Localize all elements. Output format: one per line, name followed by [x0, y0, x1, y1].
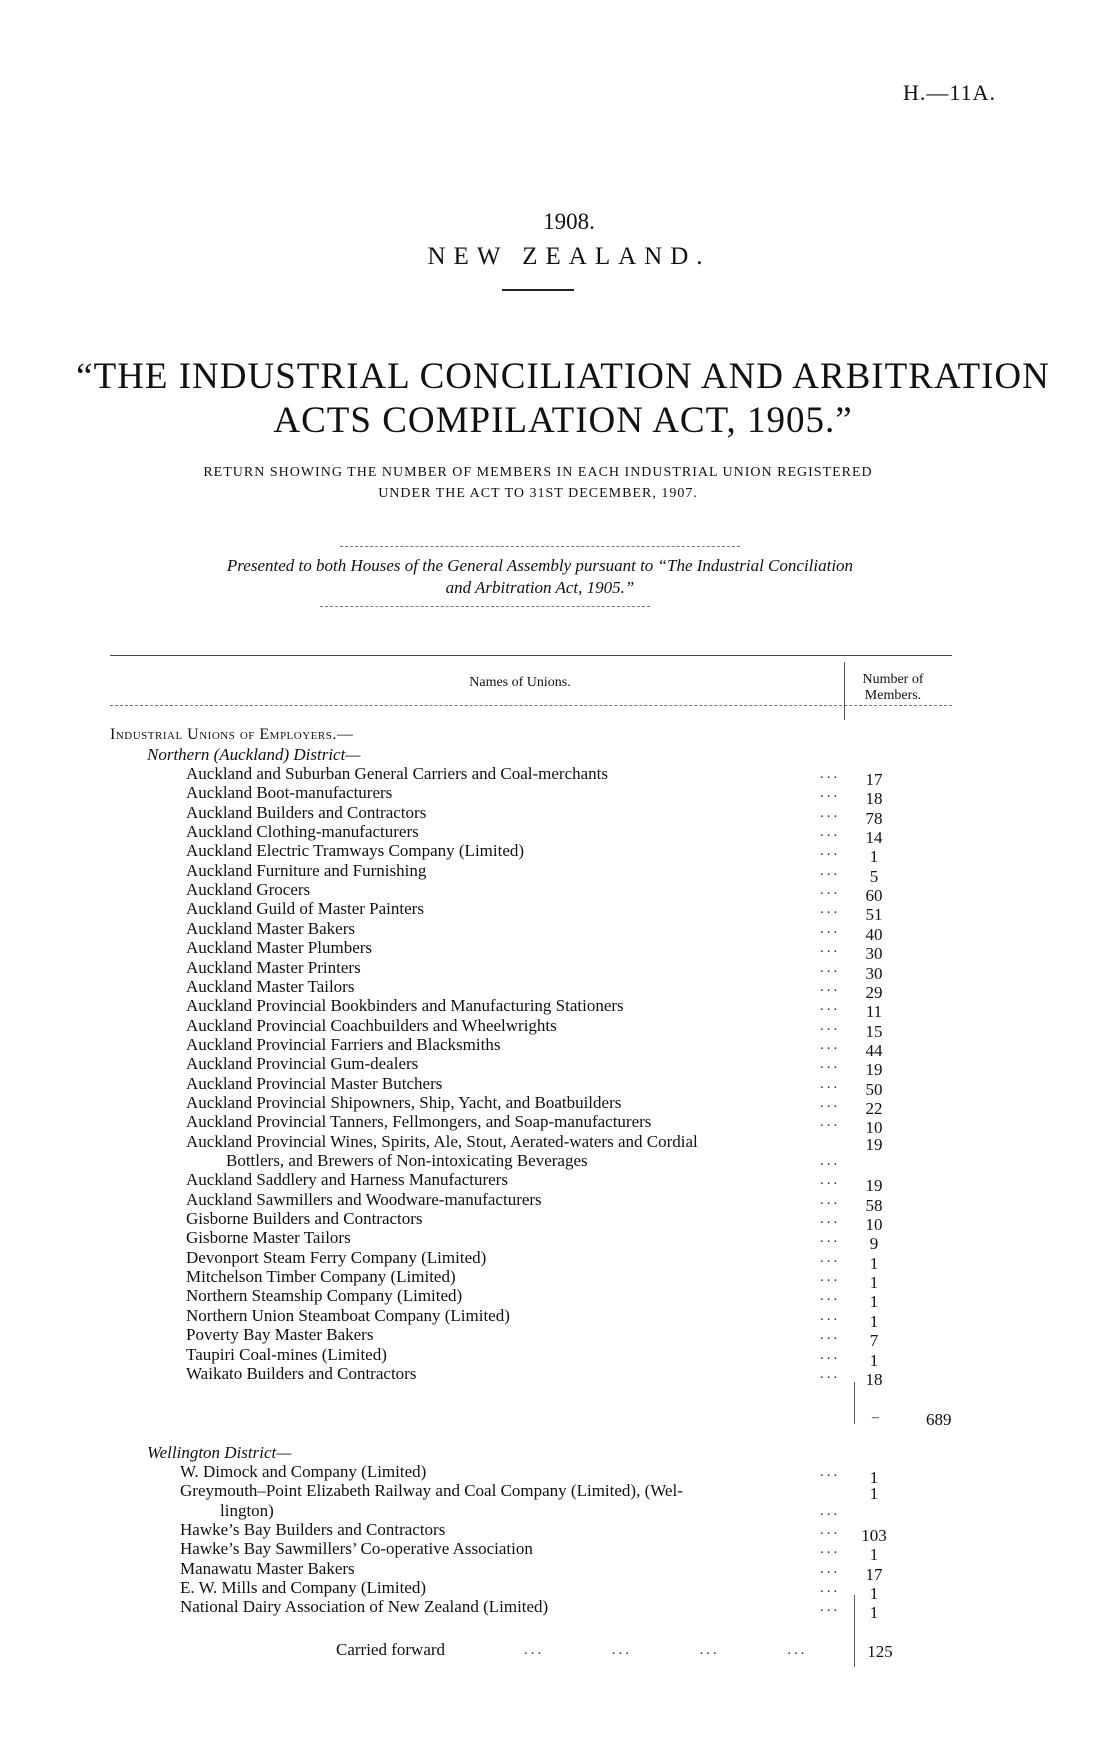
union-name: Devonport Steam Ferry Company (Limited)	[186, 1247, 487, 1267]
table-row	[0, 1170, 1114, 1196]
union-name: Manawatu Master Bakers	[180, 1558, 355, 1578]
presented-note	[110, 555, 970, 599]
union-name: Taupiri Coal-mines (Limited)	[186, 1344, 387, 1364]
union-name: Northern Steamship Company (Limited)	[186, 1286, 463, 1306]
district-heading-northern: Northern (Auckland) District—	[147, 745, 361, 764]
member-count: 1	[869, 1311, 879, 1331]
union-name: Auckland Provincial Shipowners, Ship, Yacht, and Boatbuilders	[186, 1092, 622, 1112]
table-row	[0, 1247, 1114, 1273]
table-top-rule	[110, 655, 952, 656]
subtitle-line2: UNDER THE ACT TO 31ST DECEMBER, 1907.	[378, 486, 698, 501]
member-count: 18	[865, 1369, 883, 1389]
leader-dots: ... ... ... ...	[524, 1642, 808, 1658]
leader-dots: ...	[820, 785, 841, 802]
leader-dots: ...	[820, 882, 841, 899]
table-row	[0, 1054, 1114, 1080]
leader-dots: ...	[820, 843, 841, 860]
member-count: 1	[869, 1603, 879, 1623]
leader-dots: ...	[820, 1502, 841, 1519]
column-divider	[844, 662, 845, 720]
leader-dots: ...	[820, 1464, 841, 1480]
leader-dots: ...	[820, 1307, 841, 1324]
member-count: 11	[865, 1002, 883, 1022]
carried-forward-value: 125	[867, 1642, 893, 1661]
union-name: Waikato Builders and Contractors	[186, 1363, 417, 1383]
union-name: National Dairy Association of New Zealand (Limited)	[180, 1597, 549, 1617]
divider	[320, 606, 650, 607]
table-row	[0, 1481, 1114, 1520]
column-header-members-line2: Members.	[864, 688, 922, 703]
subtitle-line1: RETURN SHOWING THE NUMBER OF MEMBERS IN EACH INDUSTRIAL UNION REGISTERED	[203, 465, 873, 480]
carried-forward-label: Carried forward	[336, 1640, 446, 1659]
northern-subtotal: 689	[926, 1410, 952, 1429]
table-row	[0, 957, 1114, 983]
member-count: 7	[869, 1331, 879, 1351]
leader-dots: ...	[820, 862, 841, 879]
table-row	[0, 1558, 1114, 1584]
union-name: Hawke’s Bay Sawmillers’ Co-operative Association	[180, 1539, 533, 1559]
table-row	[0, 1539, 1114, 1565]
leader-dots: ...	[820, 1541, 841, 1558]
union-name: Auckland Master Bakers	[186, 918, 356, 938]
leader-dots: ...	[820, 1327, 841, 1344]
member-count: 10	[865, 1215, 883, 1235]
member-count: 1	[869, 1545, 879, 1565]
member-count: 14	[865, 828, 883, 848]
union-name: Auckland Builders and Contractors	[186, 802, 427, 822]
table-row	[0, 783, 1114, 809]
leader-dots: ...	[820, 940, 841, 957]
union-name: Auckland Provincial Master Butchers	[186, 1073, 443, 1093]
union-name: W. Dimock and Company (Limited)	[180, 1462, 427, 1481]
column-divider	[854, 1595, 855, 1667]
union-name: Auckland Master Tailors	[186, 976, 355, 996]
leader-dots: ...	[820, 1094, 841, 1111]
leader-dots: ...	[820, 1152, 841, 1169]
subtotal-dash: –	[872, 1410, 879, 1425]
act-title-line1: “THE INDUSTRIAL CONCILIATION AND ARBITRATION	[76, 356, 1050, 397]
leader-dots: ...	[820, 804, 841, 821]
leader-dots: ...	[820, 1560, 841, 1577]
divider	[340, 546, 740, 547]
table-row	[0, 841, 1114, 867]
member-count: 60	[865, 886, 883, 906]
member-count: 40	[865, 924, 883, 944]
union-name: Auckland Sawmillers and Woodware-manufacturers	[186, 1189, 542, 1209]
union-name: Auckland Grocers	[186, 880, 311, 900]
column-divider	[854, 1382, 855, 1424]
union-name: Hawke’s Bay Builders and Contractors	[180, 1519, 446, 1539]
leader-dots: ...	[820, 959, 841, 976]
union-name-continued: lington)	[220, 1500, 274, 1520]
table-row	[0, 1015, 1114, 1041]
member-count: 15	[865, 1021, 883, 1041]
member-count: 1	[869, 1484, 879, 1504]
presented-line1: Presented to both Houses of the General Assembly pursuant to “The Industrial Conciliation	[226, 556, 854, 575]
member-count: 1	[869, 1468, 879, 1487]
member-count: 1	[869, 1292, 879, 1312]
table-row	[0, 1112, 1114, 1138]
leader-dots: ...	[820, 901, 841, 918]
leader-dots: ...	[820, 1017, 841, 1034]
table-row	[0, 1286, 1114, 1312]
member-count: 51	[865, 905, 883, 925]
table-row	[0, 1462, 1114, 1487]
union-name: Auckland Guild of Master Painters	[186, 899, 424, 919]
table-row	[0, 938, 1114, 964]
table-row	[0, 996, 1114, 1022]
district-heading-wellington: Wellington District—	[147, 1443, 292, 1462]
union-name: Auckland Master Plumbers	[186, 938, 373, 958]
act-title	[6, 355, 1114, 443]
union-name: Auckland Provincial Gum-dealers	[186, 1054, 419, 1074]
table-row	[0, 1597, 1114, 1623]
leader-dots: ...	[820, 1365, 841, 1382]
member-count: 1	[869, 1253, 879, 1273]
presented-line2: and Arbitration Act, 1905.”	[445, 578, 635, 597]
table-row	[0, 1325, 1114, 1351]
act-title-line2: ACTS COMPILATION ACT, 1905.”	[273, 400, 853, 441]
member-count: 58	[865, 1195, 883, 1215]
leader-dots: ...	[820, 920, 841, 937]
table-row	[0, 880, 1114, 906]
table-row	[0, 976, 1114, 1002]
leader-dots: ...	[820, 766, 841, 782]
table-row	[0, 1092, 1114, 1118]
union-name: Auckland Provincial Coachbuilders and Wheelwrights	[186, 1015, 557, 1035]
member-count: 17	[865, 1564, 883, 1584]
leader-dots: ...	[820, 1075, 841, 1092]
union-name: Auckland Provincial Bookbinders and Manufacturing Stationers	[186, 996, 624, 1016]
member-count: 19	[865, 1134, 883, 1154]
union-name: Gisborne Builders and Contractors	[186, 1209, 423, 1229]
member-count: 29	[865, 982, 883, 1002]
member-count: 30	[865, 963, 883, 983]
leader-dots: ...	[820, 1036, 841, 1053]
column-header-members	[834, 672, 952, 704]
member-count: 10	[865, 1118, 883, 1138]
member-count: 1	[869, 847, 879, 867]
union-name: Auckland Electric Tramways Company (Limited)	[186, 841, 525, 861]
table-row	[0, 1131, 1114, 1170]
union-name: Poverty Bay Master Bakers	[186, 1325, 374, 1345]
table-row	[0, 1363, 1114, 1389]
section-title: Industrial Unions of Employers.—	[110, 726, 354, 743]
divider	[502, 289, 574, 291]
member-count: 22	[865, 1098, 883, 1118]
union-name: Mitchelson Timber Company (Limited)	[186, 1267, 456, 1287]
union-name: Greymouth–Point Elizabeth Railway and Coal Company (Limited), (Wel-	[180, 1481, 683, 1501]
leader-dots: ...	[820, 1521, 841, 1538]
table-row	[0, 764, 1114, 789]
leader-dots: ...	[820, 1599, 841, 1616]
country-heading: NEW ZEALAND.	[427, 243, 711, 270]
union-name-continued: Bottlers, and Brewers of Non-intoxicating Beverages	[226, 1150, 588, 1170]
member-count: 1	[869, 1583, 879, 1603]
member-count: 78	[865, 808, 883, 828]
table-row	[0, 1073, 1114, 1099]
member-count: 9	[869, 1234, 879, 1254]
member-count: 19	[865, 1060, 883, 1080]
table-row	[0, 1209, 1114, 1235]
union-name: Auckland Boot-manufacturers	[186, 783, 393, 803]
table-row	[0, 802, 1114, 828]
table-row	[0, 918, 1114, 944]
union-name: Auckland Clothing-manufacturers	[186, 822, 419, 842]
union-name: Auckland Furniture and Furnishing	[186, 860, 427, 880]
member-count: 44	[865, 1040, 883, 1060]
table-row	[0, 1344, 1114, 1370]
table-row	[0, 822, 1114, 848]
union-name: Northern Union Steamboat Company (Limited)	[186, 1305, 510, 1325]
member-count: 50	[865, 1079, 883, 1099]
leader-dots: ...	[820, 1288, 841, 1305]
table-row	[0, 1267, 1114, 1293]
union-name: Auckland and Suburban General Carriers and Coal-merchants	[186, 764, 609, 783]
leader-dots: ...	[820, 1191, 841, 1208]
union-name: Auckland Saddlery and Harness Manufacturers	[186, 1170, 508, 1190]
union-name: Auckland Master Printers	[186, 957, 361, 977]
member-count: 103	[861, 1525, 887, 1545]
table-row	[0, 860, 1114, 886]
member-count: 17	[865, 770, 883, 789]
return-subtitle	[108, 462, 968, 504]
member-count: 1	[869, 1273, 879, 1293]
member-count: 19	[865, 1176, 883, 1196]
page-reference: H.—11A.	[903, 80, 996, 105]
leader-dots: ...	[820, 1230, 841, 1247]
column-header-members-line1: Number of	[862, 672, 924, 687]
table-row	[0, 1189, 1114, 1215]
union-name: Auckland Provincial Wines, Spirits, Ale, Stout, Aerated-waters and Cordial	[186, 1131, 698, 1151]
table-row	[0, 1519, 1114, 1545]
member-count: 18	[865, 789, 883, 809]
union-name: Gisborne Master Tailors	[186, 1228, 351, 1248]
leader-dots: ...	[820, 998, 841, 1015]
table-row	[0, 1034, 1114, 1060]
document-year: 1908.	[543, 209, 595, 234]
union-name: Auckland Provincial Tanners, Fellmongers, and Soap-manufacturers	[186, 1112, 652, 1132]
leader-dots: ...	[820, 1249, 841, 1266]
member-count: 5	[869, 866, 879, 886]
leader-dots: ...	[820, 824, 841, 841]
leader-dots: ...	[820, 1056, 841, 1073]
member-count: 1	[869, 1350, 879, 1370]
table-row	[0, 1228, 1114, 1254]
table-row	[0, 899, 1114, 925]
column-header-names: Names of Unions.	[469, 675, 571, 690]
leader-dots: ...	[820, 1211, 841, 1228]
table-row	[0, 1577, 1114, 1603]
leader-dots: ...	[820, 978, 841, 995]
union-name: Auckland Provincial Farriers and Blacksmiths	[186, 1034, 501, 1054]
table-row	[0, 1305, 1114, 1331]
leader-dots: ...	[820, 1269, 841, 1286]
leader-dots: ...	[820, 1114, 841, 1131]
leader-dots: ...	[820, 1579, 841, 1596]
leader-dots: ...	[820, 1172, 841, 1189]
table-header-rule	[110, 705, 952, 706]
union-name: E. W. Mills and Company (Limited)	[180, 1577, 427, 1597]
leader-dots: ...	[820, 1346, 841, 1363]
member-count: 30	[865, 944, 883, 964]
